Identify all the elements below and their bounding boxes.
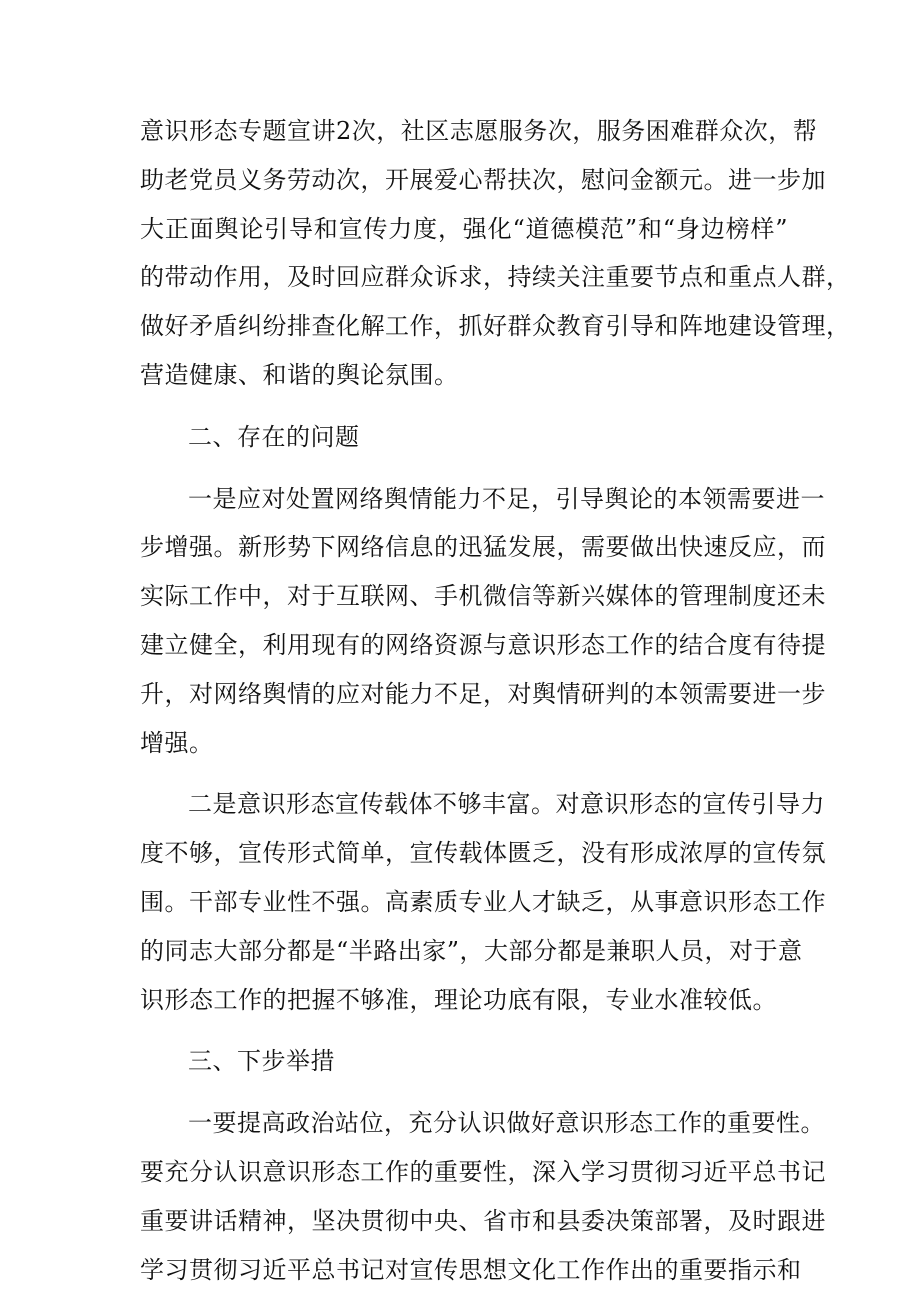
text-line: 步增强。新形势下网络信息的迅猛发展，需要做出快速反应，而 — [140, 533, 826, 562]
text-line: 二是意识形态宣传载体不够丰富。对意识形态的宣传引导力 — [188, 790, 825, 819]
text-line: 增强。 — [140, 728, 214, 757]
text-line: 识形态工作的把握不够准，理论功底有限，专业水准较低。 — [140, 985, 777, 1014]
text-line: 大正面舆论引导和宣传力度，强化“道德模范”和“身边榜样” — [140, 214, 788, 243]
text-line: 的带动作用，及时回应群众诉求，持续关注重要节点和重点人群， — [140, 263, 851, 292]
paragraph-problem-two — [140, 780, 826, 1024]
text-line: 意识形态专题宣讲2次，社区志愿服务次，服务困难群众次，帮 — [140, 117, 818, 145]
text-line: 实际工作中，对于互联网、手机微信等新兴媒体的管理制度还未 — [140, 582, 826, 611]
text-line: 的同志大部分都是“半路出家”，大部分都是兼职人员，对于意 — [140, 936, 803, 965]
text-line: 度不够，宣传形式简单，宣传载体匮乏，没有形成浓厚的宣传氛 — [140, 839, 826, 868]
paragraph-measure-one — [140, 1099, 826, 1294]
text-line: 助老党员义务劳动次，开展爱心帮扶次，慰问金额元。进一步加 — [140, 165, 826, 194]
section-heading-next-steps — [140, 1037, 788, 1086]
paragraph-continuation — [140, 107, 851, 400]
section-heading: 二、存在的问题 — [188, 422, 360, 451]
text-line: 升，对网络舆情的应对能力不足，对舆情研判的本领需要进一步 — [140, 679, 826, 708]
paragraph-problem-one — [140, 475, 826, 768]
section-heading-problems — [140, 413, 788, 462]
text-line: 围。干部专业性不强。高素质专业人才缺乏，从事意识形态工作 — [140, 887, 826, 916]
document-body — [140, 107, 851, 1294]
text-line: 建立健全，利用现有的网络资源与意识形态工作的结合度有待提 — [140, 630, 826, 659]
text-line: 重要讲话精神，坚决贯彻中央、省市和县委决策部署，及时跟进 — [140, 1206, 826, 1235]
text-line: 学习贯彻习近平总书记对宣传思想文化工作作出的重要指示和 — [140, 1255, 802, 1284]
text-line: 做好矛盾纠纷排查化解工作，抓好群众教育引导和阵地建设管理， — [140, 312, 851, 341]
text-line: 营造健康、和谐的舆论氛围。 — [140, 360, 459, 389]
section-heading: 三、下步举措 — [188, 1047, 335, 1076]
text-line: 一是应对处置网络舆情能力不足，引导舆论的本领需要进一 — [188, 484, 825, 513]
text-line: 要充分认识意识形态工作的重要性，深入学习贯彻习近平总书记 — [140, 1157, 826, 1186]
text-line: 一要提高政治站位，充分认识做好意识形态工作的重要性。 — [188, 1109, 825, 1138]
